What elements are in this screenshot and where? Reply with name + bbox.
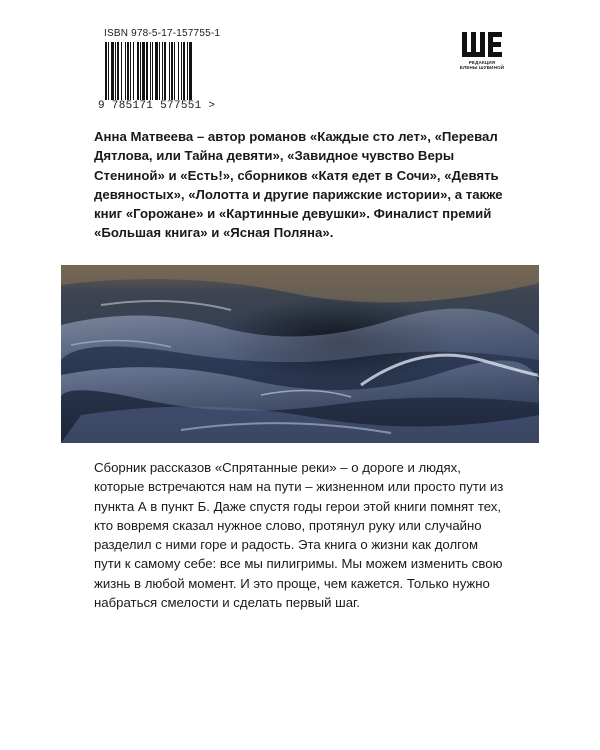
publisher-caption-1: РЕДАКЦИЯ — [468, 60, 496, 65]
publisher-caption-2: ЕЛЕНЫ ШУБИНОЙ — [459, 65, 505, 70]
water-photo — [61, 265, 539, 443]
isbn-label: ISBN 978-5-17-157755-1 — [104, 28, 221, 39]
barcode-icon — [104, 42, 222, 100]
publisher-logo — [452, 30, 512, 70]
book-description: Сборник рассказов «Спрятанные реки» – о дороге и людях, которые встречаются нам на пути – жизненном или просто пути из пункта А в пункт Б. Даже спустя годы герои этой книги помнят тех, кто вовремя сказал нужное слово, протянул руку или случайно разделил с ними горе и радость. Эта книга о жизни как долгом пути к самому себе: все мы пилигримы. Мы можем изменить свою жизнь в любой момент. И это проще, чем кажется. Только нужно набраться смелости и сделать первый шаг. — [94, 460, 504, 611]
isbn-barcode-block — [98, 28, 228, 112]
barcode-digits: 9 785171 577551 > — [98, 100, 216, 112]
author-bio: Анна Матвеева – автор романов «Каждые сто лет», «Перевал Дятлова, или Тайна девяти», «Завидное чувство Веры Стениной» и «Есть!», сборников «Катя едет в Сочи», «Девять девяностых», «Лолотта и другие парижские истории», а также книг «Горожане» и «Картинные девушки». Финалист премий «Большая книга» и «Ясная Поляна». — [94, 129, 503, 241]
publisher-logo-icon — [460, 30, 504, 58]
